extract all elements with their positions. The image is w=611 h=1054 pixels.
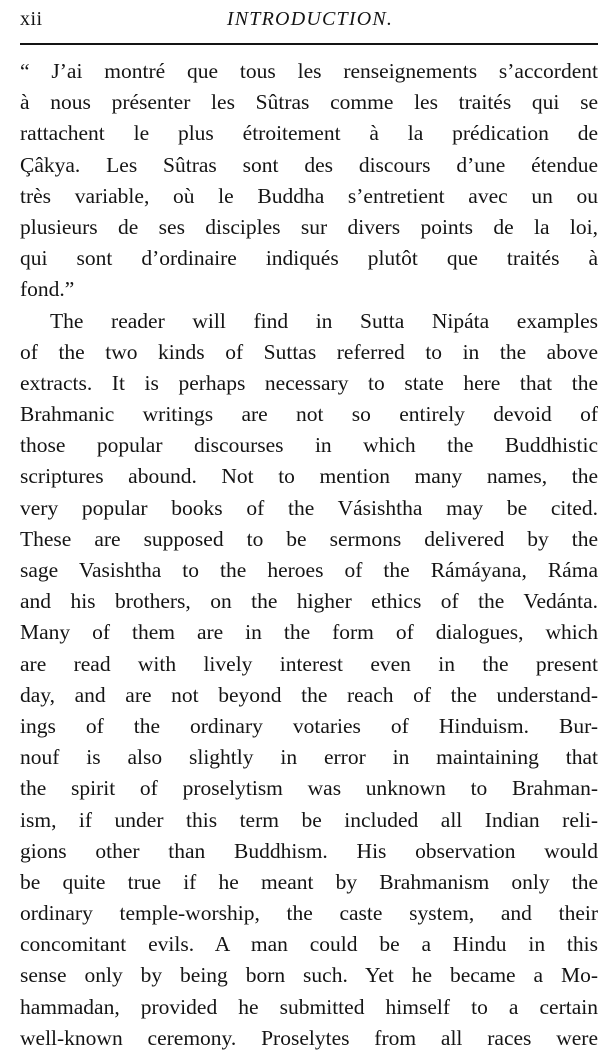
text-line: those popular discourses in which the Buddhistic [20,430,598,461]
text-line: well-known ceremony. Proselytes from all races were [20,1023,598,1054]
text-line: day, and are not beyond the reach of the understand- [20,680,598,711]
header-rule [20,43,598,45]
text-line: hammadan, provided he submitted himself to a certain [20,992,598,1023]
text-line: the spirit of proselytism was unknown to Brahman- [20,773,598,804]
text-line: scriptures abound. Not to mention many names, the [20,461,598,492]
text-line: ism, if under this term be included all Indian reli- [20,805,598,836]
text-line: gions other than Buddhism. His observation would [20,836,598,867]
text-line: are read with lively interest even in the present [20,649,598,680]
text-line: sage Vasishtha to the heroes of the Rámáyana, Ráma [20,555,598,586]
body-paragraph [20,306,598,1054]
text-line: Çâkya. Les Sûtras sont des discours d’une étendue [20,150,598,181]
french-quotation-paragraph [20,56,598,306]
text-line: and his brothers, on the higher ethics of the Vedánta. [20,586,598,617]
text-line: ings of the ordinary votaries of Hinduism. Bur- [20,711,598,742]
text-line: ordinary temple-worship, the caste system, and their [20,898,598,929]
text-line: nouf is also slightly in error in maintaining that [20,742,598,773]
text-line: extracts. It is perhaps necessary to state here that the [20,368,598,399]
text-line: qui sont d’ordinaire indiqués plutôt que traités à [20,243,598,274]
text-line: à nous présenter les Sûtras comme les traités qui se [20,87,598,118]
running-title: INTRODUCTION. [20,8,600,31]
page-header [20,6,600,36]
text-line: sense only by being born such. Yet he became a Mo- [20,960,598,991]
text-line: fond.” [20,274,598,305]
body-text [20,56,598,1054]
text-line: rattachent le plus étroitement à la prédication de [20,118,598,149]
text-line: be quite true if he meant by Brahmanism only the [20,867,598,898]
text-line: Brahmanic writings are not so entirely devoid of [20,399,598,430]
text-line: The reader will find in Sutta Nipáta examples [20,306,598,337]
text-line: très variable, où le Buddha s’entretient avec un ou [20,181,598,212]
text-line: “ J’ai montré que tous les renseignements s’accordent [20,56,598,87]
text-line: of the two kinds of Suttas referred to in the above [20,337,598,368]
page-number: xii [20,8,43,31]
text-line: These are supposed to be sermons delivered by the [20,524,598,555]
text-line: very popular books of the Vásishtha may be cited. [20,493,598,524]
text-line: concomitant evils. A man could be a Hindu in this [20,929,598,960]
text-line: Many of them are in the form of dialogues, which [20,617,598,648]
text-line: plusieurs de ses disciples sur divers points de la loi, [20,212,598,243]
